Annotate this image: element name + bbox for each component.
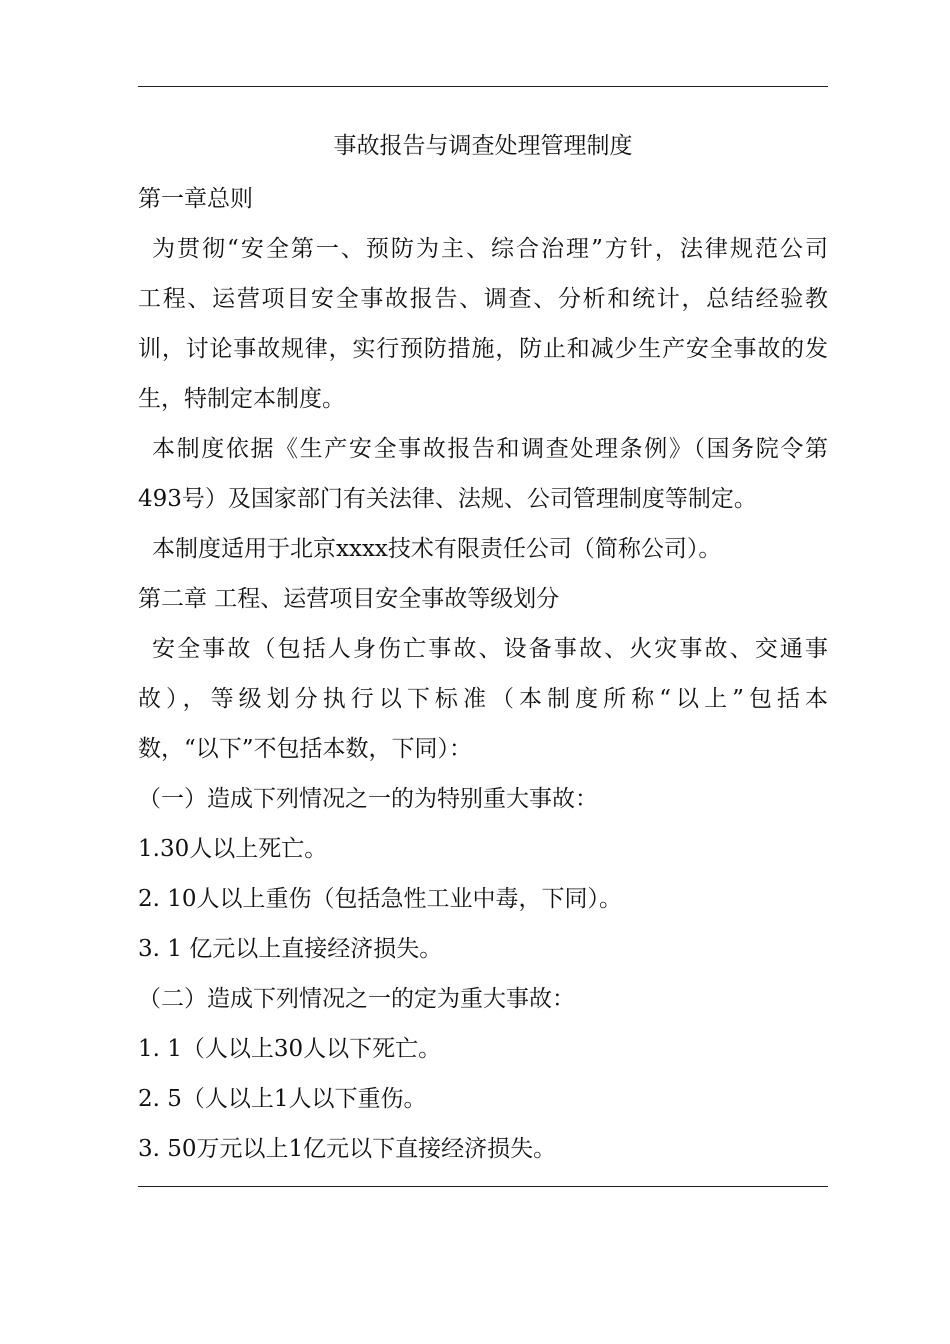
paragraph-line: 本制度适用于北京xxxx技术有限责任公司（简称公司）。 [152, 536, 722, 562]
list-item: 3. 50万元以上1亿元以下直接经济损失。 [138, 1136, 557, 1162]
chapter-heading: 第一章总则 [138, 186, 253, 212]
header-rule [138, 86, 828, 87]
section-heading: （二）造成下列情况之一的定为重大事故： [138, 986, 575, 1012]
paragraph-line: 493号）及国家部门有关法律、法规、公司管理制度等制定。 [138, 486, 757, 512]
paragraph-line: 本制度依据《生产安全事故报告和调查处理条例》（国务院令第 [152, 436, 828, 462]
paragraph-line: 为贯彻“安全第一、预防为主、综合治理”方针，法律规范公司 [152, 236, 828, 262]
paragraph-line: 数，“以下”不包括本数，下同）： [138, 736, 473, 762]
footer-rule [138, 1186, 828, 1187]
list-item: 3. 1 亿元以上直接经济损失。 [138, 936, 443, 962]
document-body [138, 124, 828, 1174]
paragraph-line: 生，特制定本制度。 [138, 386, 345, 412]
section-heading: （一）造成下列情况之一的为特别重大事故： [138, 786, 598, 812]
chapter-heading: 第二章 工程、运营项目安全事故等级划分 [138, 586, 560, 612]
document-title: 事故报告与调查处理管理制度 [333, 133, 633, 159]
list-item: 1.30人以上死亡。 [138, 836, 328, 862]
list-item: 2. 10人以上重伤（包括急性工业中毒，下同）。 [138, 886, 623, 912]
paragraph-line: 安全事故（包括人身伤亡事故、设备事故、火灾事故、交通事 [152, 636, 828, 662]
paragraph-line: 故），等级划分执行以下标准（本制度所称“以上”包括本 [138, 686, 828, 712]
list-item: 1. 1（人以上30人以下死亡。 [138, 1036, 442, 1062]
paragraph-line: 训，讨论事故规律，实行预防措施，防止和减少生产安全事故的发 [138, 336, 828, 362]
list-item: 2. 5（人以上1人以下重伤。 [138, 1086, 427, 1112]
paragraph-line: 工程、运营项目安全事故报告、调查、分析和统计，总结经验教 [138, 286, 828, 312]
